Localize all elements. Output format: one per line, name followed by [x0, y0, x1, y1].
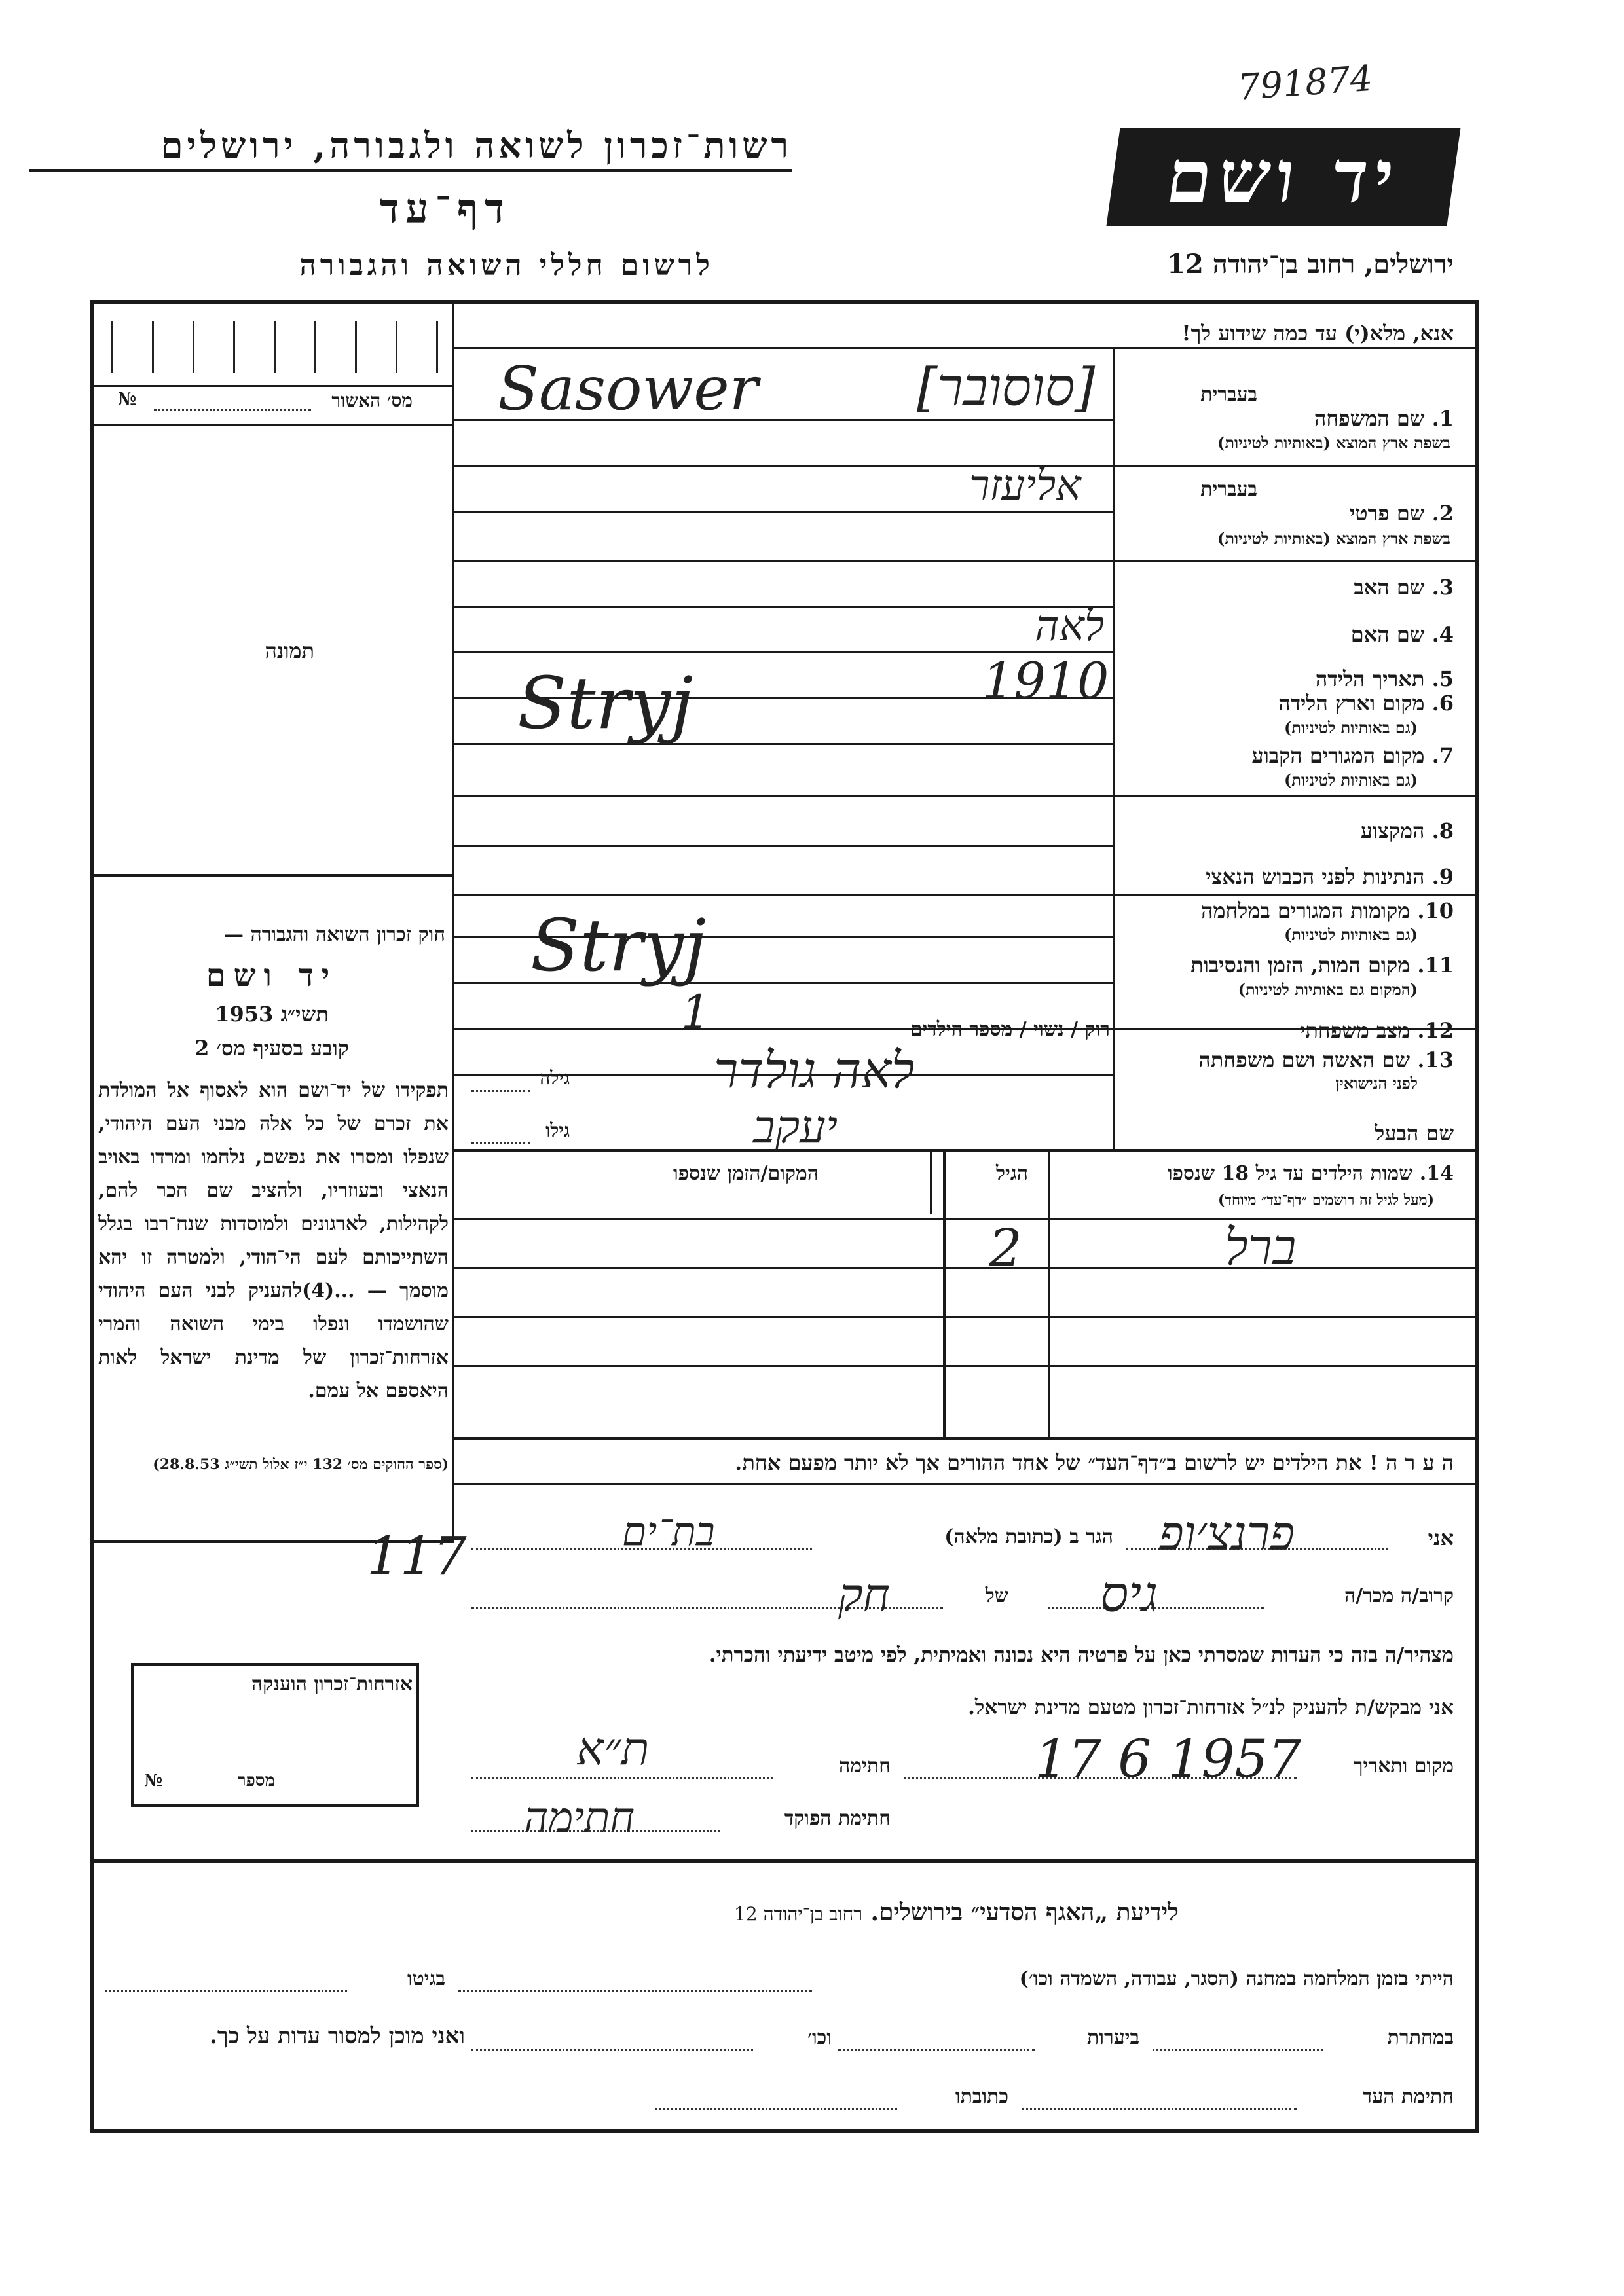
law-text: תפקידו של יד־ושם הוא לאסוף אל המולדת את זכרם של כל אלה מבני העם היהודי, שנפלו ומסרו את נפשם, נלחמו ומרדו באויב הנאצי ובעוזריו, ולהציב שם חכר להם, לקהילות, לארגונים ולמוסדות שנח־רבו בגלל השתייכותם לעם הי־הודי, ולמטרה זו יהא מוסמך — ...(4)להעניק לבני העם היהודי שהושמדו ונפלו בימי השואה והמרי אזרחות־זכרון של מדינת ישראל לאות היאספם אל עמם. — [98, 1079, 449, 1402]
age-f-label: גילה — [540, 1067, 570, 1089]
field-11-label: 11. מקום המות, הזמן והנסיבות — [1190, 953, 1454, 977]
decl-place-date: מקום ותאריך — [1353, 1755, 1454, 1777]
bottom-ghetto: בגיטו — [407, 1967, 445, 1990]
hw-birth-date: 1910 — [982, 651, 1109, 710]
hw-child-age: 2 — [989, 1218, 1022, 1279]
left-column-divider — [452, 300, 454, 1540]
row-line — [454, 894, 1476, 896]
hw-relation-of: חק — [838, 1568, 890, 1622]
approval-top-line — [94, 385, 452, 387]
photo-label: תמונה — [265, 638, 314, 663]
children-row-line — [454, 1365, 1476, 1367]
hw-wife-name: לאה גולדר — [714, 1041, 915, 1099]
age-f-line — [471, 1090, 530, 1092]
children-col-divider — [1048, 1149, 1050, 1437]
hw-death-place: Stryj — [530, 903, 707, 987]
hw-date: 17 6 1957 — [1035, 1728, 1302, 1789]
children-label: 14. שמות הילדים עד גיל 18 שנספו — [1167, 1162, 1454, 1185]
hw-witness-address: בת־ים — [622, 1509, 715, 1555]
hw-first-name: אליעזר — [969, 462, 1081, 510]
field-4-label: 4. שם האם — [1350, 622, 1454, 647]
row-line — [454, 511, 1113, 513]
field-2-sub: בשפת ארץ המוצא (באותיות לטיניות) — [1217, 529, 1450, 548]
field-9-label: 9. הנתינות לפני הכבוש הנאצי — [1206, 864, 1454, 889]
hw-child-name: ברל — [1225, 1218, 1297, 1276]
hw-witness-name: פרנצ׳ופ — [1159, 1506, 1295, 1561]
field-10-label: 10. מקומות המגורים במלחמה — [1201, 898, 1454, 923]
law-section: קובע בסעיף מס׳ 2 — [194, 1036, 349, 1061]
bottom-etc-line — [471, 2049, 753, 2051]
decl-residing: הגר ב (כתובת מלאה) — [944, 1525, 1113, 1548]
bottom-address: כתובתו — [955, 2085, 1008, 2108]
age-m-label: גילו — [545, 1120, 570, 1141]
field-1-sub: בשפת ארץ המוצא (באותיות לטיניות) — [1217, 433, 1450, 452]
bottom-separator — [94, 1859, 1476, 1863]
hw-husband-name: יעקב — [753, 1100, 838, 1154]
field-6-sub: (גם באותיות לטיניות) — [1283, 718, 1418, 737]
citizenship-title: אזרחות־זכרון הוענקה — [251, 1673, 413, 1696]
children-bottom-line — [454, 1437, 1476, 1440]
form-name: דף־עד — [379, 185, 511, 232]
field-1-label: 1. שם המשפחה — [1314, 406, 1454, 431]
bottom-ghetto-line — [105, 1990, 347, 1992]
bottom-etc: וכו׳ — [807, 2026, 832, 2049]
bottom-hiding-line — [1153, 2049, 1323, 2051]
children-header-line — [454, 1218, 1476, 1220]
field-7-label: 7. מקום המגורים הקבוע — [1251, 743, 1454, 768]
bottom-line1: הייתי בזמן המלחמה במחנה (הסגר, עבודה, השמדה וכו׳) — [1019, 1967, 1454, 1990]
hw-surname-heb: [סוסובר] — [917, 357, 1096, 418]
field-8-label: 8. המקצוע — [1360, 818, 1454, 843]
children-col-divider — [930, 1149, 932, 1214]
decl-request: אני מבקש/ת להעניק לנ״ל אזרחות־זכרון מטעם מדינת ישראל. — [968, 1696, 1454, 1719]
children-col-divider — [943, 1149, 946, 1437]
hw-officer-sig: חתימה — [524, 1794, 635, 1842]
hw-witness-address-no: 117 — [367, 1525, 467, 1586]
bottom-camp-line — [458, 1990, 812, 1992]
field-husband-label: שם הבעל — [1375, 1121, 1454, 1146]
children-row-line — [454, 1316, 1476, 1318]
field-3-label: 3. שם האב — [1354, 575, 1454, 600]
decl-signature: חתימה — [839, 1755, 891, 1777]
bottom-heading: לידיעת „האגף הסדעי״ בירושלים. רחוב בן־יהודה 12 — [734, 1899, 1179, 1926]
header-address: ירושלים, רחוב בן־יהודה 12 — [1167, 249, 1454, 280]
photo-bottom-line — [94, 874, 452, 877]
form-subtitle: לרשום חללי השואה והגבורה — [299, 249, 714, 282]
field-10-sub: (גם באותיות לטיניות) — [1283, 925, 1418, 944]
row-line — [454, 795, 1476, 797]
children-row-line — [454, 1267, 1476, 1269]
field-13-label: 13. שם האשה ושם משפחתה — [1198, 1048, 1454, 1072]
approval-ticks — [111, 321, 439, 373]
org-title-underline — [29, 169, 792, 172]
approval-no-sign: № — [118, 390, 137, 409]
row-line — [454, 606, 1113, 608]
yad-vashem-logo — [1106, 128, 1460, 226]
field-11-sub: (המקום גם באותיות לטיניות) — [1238, 980, 1418, 999]
bottom-witness-sig: חתימת העד — [1362, 2085, 1454, 2108]
field-12-label: 12. מצב משפחתי — [1300, 1018, 1454, 1043]
decl-statement: מצהיר/ה בזה כי העדות שמסרתי כאן על פרטיה היא נכונה ואמיתית, לפי מיטב ידיעתי והכרתי. — [709, 1643, 1454, 1667]
field-7-sub: (גם באותיות לטיניות) — [1283, 771, 1418, 790]
law-year: תשי״ג 1953 — [215, 1002, 329, 1027]
row-line — [454, 845, 1113, 847]
bottom-witness-line — [1022, 2108, 1297, 2110]
bottom-hiding: במחתרת — [1387, 2026, 1454, 2049]
decl-relative: קרוב/ה מכר/ה — [1344, 1584, 1454, 1607]
marital-options: רוק / נשוי / מספר הילדים — [910, 1018, 1110, 1041]
row-line — [454, 560, 1476, 562]
hw-relation: גיס — [1100, 1565, 1158, 1623]
bottom-forests-line — [838, 2049, 1035, 2051]
decl-ani: אני — [1428, 1525, 1454, 1550]
approval-line — [154, 409, 311, 411]
field-1-heb: בעברית — [1200, 383, 1257, 406]
hw-mother-name: לאה — [1035, 602, 1104, 651]
note-underline — [454, 1483, 1476, 1485]
law-ref: (ספר החוקים מס׳ 132 י״ז אלול תשי״ג 28.8.53) — [153, 1456, 449, 1473]
children-sub: (מעל לגיל זה רושמים ״דף־עד״ מיוחד) — [1217, 1192, 1434, 1209]
hw-birth-place: Stryj — [517, 661, 693, 745]
bottom-address-line — [655, 2108, 897, 2110]
decl-of: של — [985, 1584, 1008, 1607]
hw-place: ת״א — [576, 1722, 650, 1776]
law-logo: יד ושם — [206, 957, 338, 994]
hw-surname-latin: Sasower — [498, 354, 758, 424]
org-title: רשות־זכרון לשואה ולגבורה, ירושלים — [160, 124, 792, 166]
decl-officer: חתימת הפוקד — [784, 1807, 891, 1830]
age-m-line — [471, 1142, 530, 1144]
row-line — [454, 1149, 1476, 1152]
approval-label: מס׳ האשור — [331, 390, 413, 411]
decl-signature-line — [471, 1777, 773, 1779]
approval-bottom-line — [94, 424, 452, 426]
field-2-label: 2. שם פרטי — [1349, 501, 1454, 526]
bottom-ready: ואני מוכן למסור עדות על כך. — [210, 2023, 465, 2049]
row-line — [454, 347, 1476, 349]
bottom-forests: ביערות — [1086, 2026, 1139, 2049]
row-line — [454, 465, 1476, 467]
field-2-heb: בעברית — [1200, 478, 1257, 501]
citizenship-no-sign: № — [144, 1771, 163, 1791]
citizenship-number: מספר — [237, 1771, 275, 1791]
children-age-col: הגיל — [995, 1162, 1028, 1185]
field-6-label: 6. מקום וארץ הלידה — [1278, 691, 1454, 716]
law-title: חוק זכרון השואה והגבורה — — [224, 923, 445, 946]
instruction: אנא, מלא(י) עד כמה שידוע לך! — [1181, 321, 1454, 346]
children-place-col: המקום/הזמן שנספו — [673, 1162, 819, 1185]
hw-children-count: 1 — [681, 985, 710, 1039]
archive-number: 791874 — [1236, 57, 1375, 109]
field-5-label: 5. תאריך הלידה — [1315, 666, 1454, 691]
field-13-sub: לפני הנישואין — [1335, 1074, 1418, 1093]
note: ה ע ר ה ! את הילדים יש לרשום ב״דף־העד״ של אחד ההורים אך לא יותר מפעם אחת. — [735, 1450, 1454, 1475]
logo-text: יד ושם — [1161, 134, 1406, 219]
